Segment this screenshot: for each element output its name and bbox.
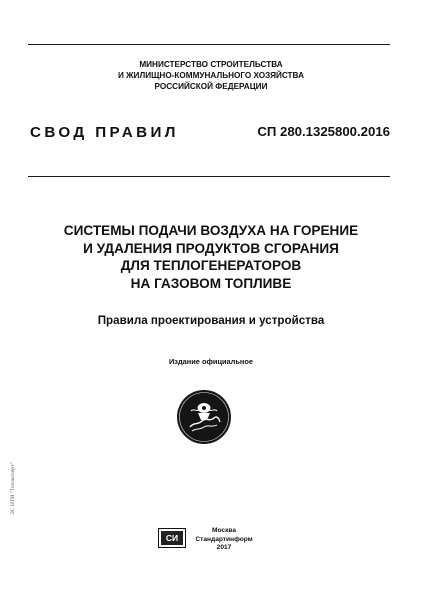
document-type-label: СВОД ПРАВИЛ bbox=[30, 124, 179, 141]
title-line: И УДАЛЕНИЯ ПРОДУКТОВ СГОРАНИЯ bbox=[83, 240, 339, 256]
title-line: СИСТЕМЫ ПОДАЧИ ВОЗДУХА НА ГОРЕНИЕ bbox=[63, 223, 359, 238]
title-line: ДЛЯ ТЕПЛОГЕНЕРАТОРОВ bbox=[120, 258, 302, 274]
document-subtitle: Правила проектирования и устройства bbox=[97, 314, 325, 327]
header-divider bbox=[28, 176, 390, 177]
document-code: СП 280.1325800.2016 bbox=[257, 124, 390, 139]
emblem-icon bbox=[176, 389, 232, 445]
svg-text:СИ: СИ bbox=[165, 533, 179, 544]
edition-label: Издание официальное bbox=[168, 357, 253, 366]
publisher-name: Стандартинформ bbox=[195, 535, 253, 543]
publisher-city: Москва bbox=[211, 527, 237, 534]
ministry-line: И ЖИЛИЩНО-КОММУНАЛЬНОГО ХОЗЯЙСТВА bbox=[118, 70, 304, 80]
publication-year: 2017 bbox=[216, 544, 232, 552]
publisher-block bbox=[194, 527, 254, 553]
ministry-header bbox=[0, 60, 422, 92]
top-rule bbox=[28, 44, 390, 45]
ministry-line: РОССИЙСКОЙ ФЕДЕРАЦИИ bbox=[154, 81, 268, 91]
ministry-line: МИНИСТЕРСТВО СТРОИТЕЛЬСТВА bbox=[139, 60, 283, 69]
document-title bbox=[0, 222, 422, 292]
standartinform-logo-icon bbox=[158, 528, 186, 548]
side-stamp: ЭС НТИ "Техэксперт" bbox=[10, 462, 16, 515]
title-line: НА ГАЗОВОМ ТОПЛИВЕ bbox=[130, 275, 292, 291]
